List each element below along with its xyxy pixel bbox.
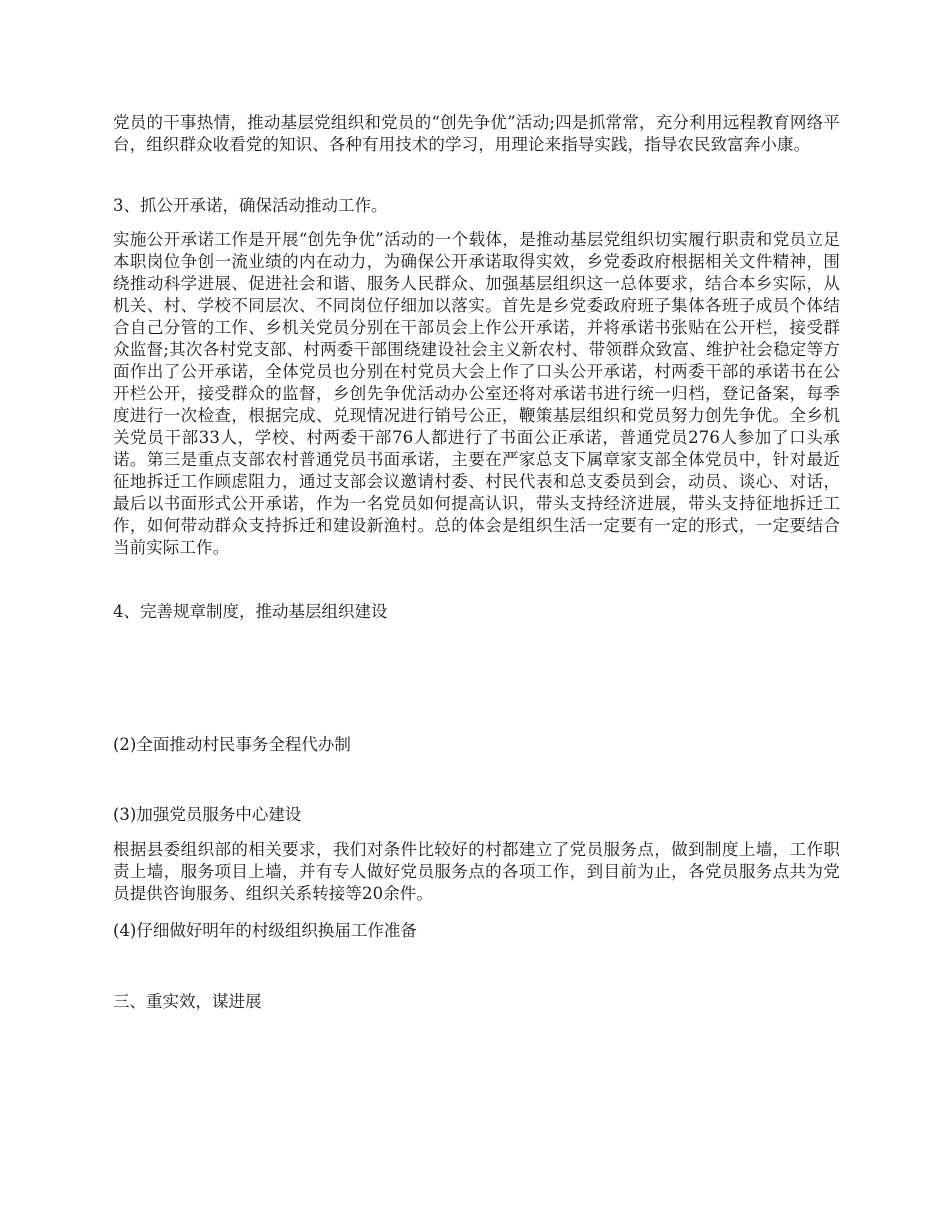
paragraph-commitment: 实施公开承诺工作是开展“创先争优”活动的一个载体，是推动基层党组织切实履行职责和党员立足本职岗位争创一流业绩的内在动力，为确保公开承诺取得实效，乡党委政府根据相关文件精神，围绕推动科学进展、促进社会和谐、服务人民群众、加强基层组织这一总体要求，结合本乡实际，从机关、村、学校不同层次、不同岗位仔细加以落实。首先是乡党委政府班子集体各班子成员个体结合自己分管的工作、乡机关党员分别在干部员会上作公开承诺，并将承诺书张贴在公开栏，接受群众监督;其次各村党支部、村两委干部围绕建设社会主义新农村、带领群众致富、维护社会稳定等方面作出了公开承诺，全体党员也分别在村党员大会上作了口头公开承诺，村两委干部的承诺书在公开栏公开，接受群众的监督，乡创先争优活动办公室还将对承诺书进行统一归档，登记备案，每季度进行一次检查，根据完成、兑现情况进行销号公正，鞭策基层组织和党员努力创先争优。全乡机关党员干部33人，学校、村两委干部76人都进行了书面公正承诺，普通党员276人参加了口头承诺。第三是重点支部农村普通党员书面承诺，主要在严家总支下属章家支部全体党员中，针对最近征地拆迁工作顾虑阻力，通过支部会议邀请村委、村民代表和总支委员到会，动员、谈心、对话，最后以书面形式公开承诺，作为一名党员如何提高认识，带头支持经济进展，带头支持征地拆迁工作，如何带动群众支持拆迁和建设新渔村。总的体会是组织生活一定要有一定的形式，一定要结合当前实际工作。 (113, 230, 840, 557)
subheading-service-center: (3)加强党员服务中心建设 (113, 805, 302, 824)
subheading-agency-system: (2)全面推动村民事务全程代办制 (113, 735, 351, 754)
subheading-election-prep: (4)仔细做好明年的村级组织换届工作准备 (113, 921, 417, 940)
paragraph-intro: 党员的干事热情，推动基层党组织和党员的“创先争优”活动;四是抓常常，充分利用远程教育网络平台，组织群众收看党的知识、各种有用技术的学习，用理论来指导实践，指导农民致富奔小康。 (113, 113, 840, 154)
paragraph-service-center: 根据县委组织部的相关要求，我们对条件比较好的村都建立了党员服务点，做到制度上墙，工作职责上墙，服务项目上墙，并有专人做好党员服务点的各项工作，到目前为止，各党员服务点共为党员提供咨询服务、组织关系转接等20余件。 (113, 840, 840, 903)
section-heading-results: 三、重实效，谋进展 (113, 992, 262, 1011)
heading-rules: 4、完善规章制度，推动基层组织建设 (113, 602, 388, 621)
heading-commitment: 3、抓公开承诺，确保活动推动工作。 (113, 196, 388, 215)
